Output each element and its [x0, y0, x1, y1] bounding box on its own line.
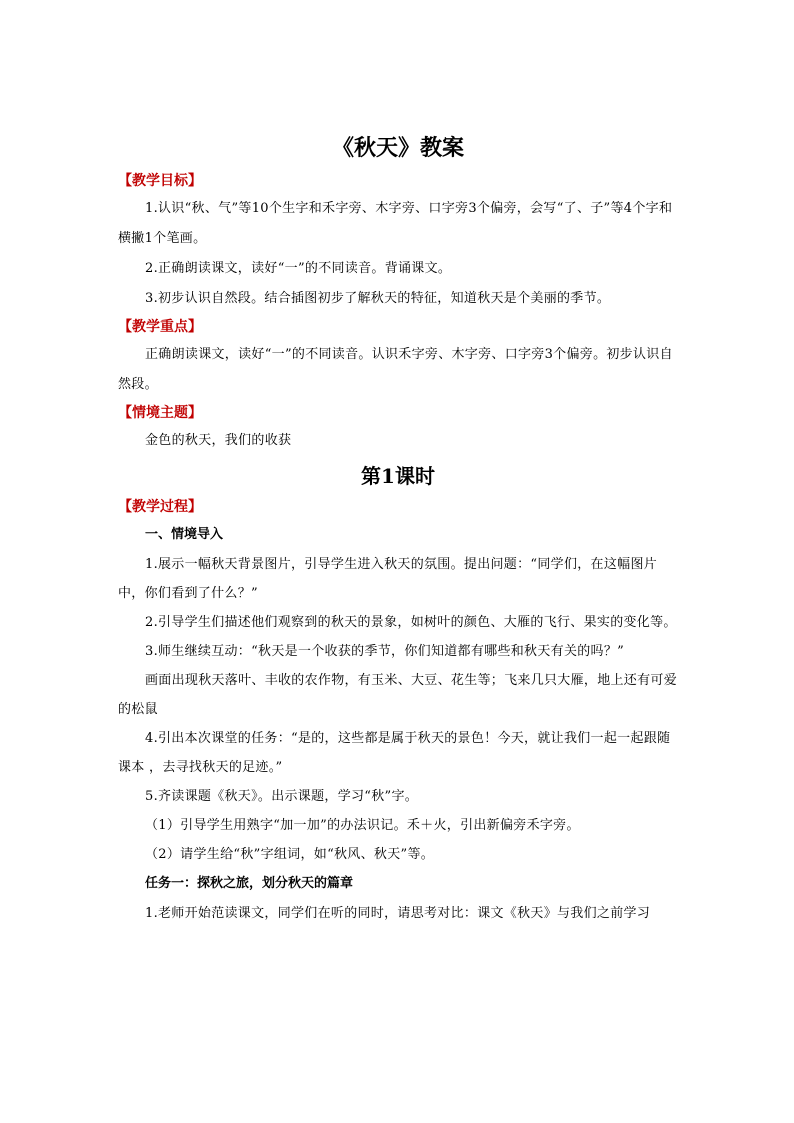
key-points-text: 正确朗读课文，读好“一”的不同读音。认识禾字旁、木字旁、口字旁3个偏旁。初步认识自然段。: [118, 347, 673, 392]
document-title: 《秋天》教案: [331, 135, 464, 161]
intro-item: （1）引导学生用熟字“加一加”的办法识记。禾＋火，引出新偏旁禾字旁。: [145, 818, 580, 833]
objective-item: 3.初步认识自然段。结合插图初步了解秋天的特征，知道秋天是个美丽的季节。: [145, 291, 611, 306]
objective-item: 2.正确朗读课文，读好“一”的不同读音。背诵课文。: [145, 261, 452, 276]
intro-item: 2.引导学生们描述他们观察到的秋天的景象，如树叶的颜色、大雁的飞行、果实的变化等。: [145, 615, 677, 630]
section-heading-theme: 【情境主题】: [118, 405, 202, 421]
lesson-title: 第1课时: [361, 464, 435, 488]
section-heading-objectives: 【教学目标】: [118, 173, 202, 189]
intro-item: （2）请学生给“秋”字组词，如“秋风、秋天”等。: [145, 847, 435, 862]
intro-item: 4.引出本次课堂的任务：“是的，这些都是属于秋天的景色！今天，就让我们一起一起跟随课本 ，去寻找秋天的足迹。”: [118, 731, 671, 775]
section-heading-process: 【教学过程】: [118, 499, 202, 515]
section-heading-key-points: 【教学重点】: [118, 319, 202, 335]
intro-heading: 一、情境导入: [145, 527, 224, 542]
intro-item: 画面出现秋天落叶、丰收的农作物，有玉米、大豆、花生等；飞来几只大雁，地上还有可爱的松鼠: [118, 673, 678, 717]
objective-item: 1.认识“秋、气”等10个生字和禾字旁、木字旁、口字旁3个偏旁，会写“了、子”等4个字和横撇1个笔画。: [118, 201, 673, 246]
intro-item: 5.齐读课题《秋天》。出示课题，学习“秋”字。: [145, 789, 419, 804]
intro-item: 3.师生继续互动：“秋天是一个收获的季节，你们知道都有哪些和秋天有关的吗？”: [145, 644, 625, 659]
document-content: [118, 128, 678, 928]
task1-heading: 任务一：探秋之旅，划分秋天的篇章: [145, 876, 354, 891]
intro-item: 1.展示一幅秋天背景图片，引导学生进入秋天的氛围。提出问题：“同学们，在这幅图片中，你们看到了什么？”: [118, 557, 658, 601]
theme-text: 金色的秋天，我们的收获: [145, 433, 292, 448]
task1-item: 1.老师开始范读课文，同学们在听的同时，请思考对比：课文《秋天》与我们之前学习: [145, 906, 651, 921]
